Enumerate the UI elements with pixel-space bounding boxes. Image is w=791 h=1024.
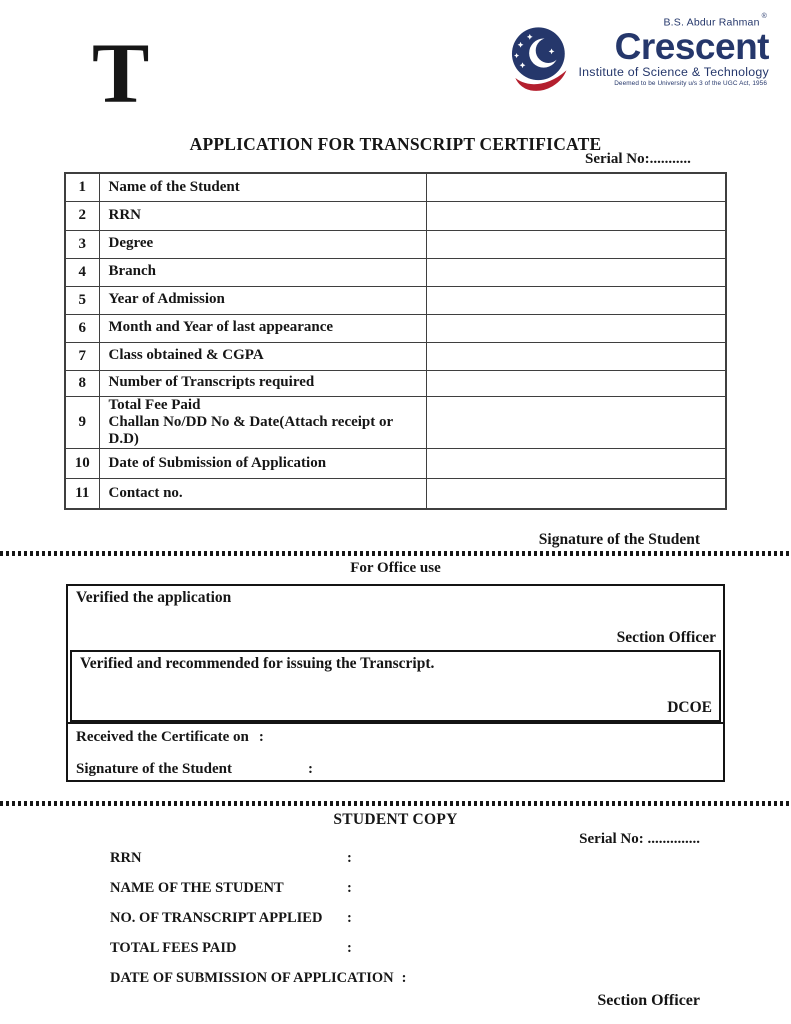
registered-mark: ® (761, 13, 767, 20)
row-number: 5 (65, 286, 99, 314)
field-colon: : (347, 910, 352, 926)
field-row (110, 880, 690, 897)
row-number: 10 (65, 449, 99, 479)
field-label: Signature of the Student (76, 761, 232, 777)
student-copy-fields (110, 850, 690, 1000)
field-label: NO. OF TRANSCRIPT APPLIED (110, 910, 323, 926)
office-section-text: Verified and recommended for issuing the Transcript. (80, 655, 435, 672)
row-value-cell (426, 230, 726, 258)
field-colon: : (347, 880, 352, 896)
field-row (110, 940, 690, 957)
row-value-cell (426, 258, 726, 286)
table-row (65, 396, 726, 449)
field-colon: : (401, 970, 407, 986)
logo-trademark: B.S. Abdur Rahman ® (663, 13, 767, 29)
table-row (65, 173, 726, 201)
table-row (65, 370, 726, 396)
table-row (65, 314, 726, 342)
field-colon: : (308, 761, 313, 777)
signature-of-student-label: Signature of the Student (538, 531, 700, 548)
student-copy-serial-label: Serial No: .............. (579, 831, 700, 847)
row-number: 3 (65, 230, 99, 258)
table-row (65, 449, 726, 479)
row-label: RRN (99, 201, 426, 230)
field-label: NAME OF THE STUDENT (110, 880, 284, 896)
office-section-received (68, 722, 723, 780)
row-number: 7 (65, 342, 99, 370)
logo-tagline: Deemed to be University u/s 3 of the UGC Act, 1956 (614, 79, 767, 87)
row-number: 6 (65, 314, 99, 342)
field-label: TOTAL FEES PAID (110, 940, 237, 956)
row-label: Contact no. (99, 479, 426, 509)
office-section-text: Verified the application (76, 589, 232, 606)
page-title: APPLICATION FOR TRANSCRIPT CERTIFICATE (189, 134, 602, 154)
field-colon: : (258, 729, 264, 745)
row-label: Total Fee Paid Challan No/DD No & Date(Attach receipt or D.D) (99, 396, 426, 449)
dotted-divider (0, 551, 791, 556)
table-row (65, 258, 726, 286)
field-label: RRN (110, 850, 142, 866)
row-label: Year of Admission (99, 286, 426, 314)
office-use-heading: For Office use (350, 560, 441, 576)
row-value-cell (426, 314, 726, 342)
application-table (64, 172, 727, 510)
row-value-cell (426, 479, 726, 509)
row-value-cell (426, 370, 726, 396)
received-certificate-line (76, 729, 715, 746)
row-label: Degree (99, 230, 426, 258)
row-value-cell (426, 286, 726, 314)
row-value-cell (426, 173, 726, 201)
row-value-cell (426, 201, 726, 230)
row-value-cell (426, 396, 726, 449)
field-label: DATE OF SUBMISSION OF APPLICATION (110, 970, 394, 986)
row-number: 1 (65, 173, 99, 201)
field-row (110, 970, 690, 987)
signature-line (76, 761, 715, 778)
table-row (65, 286, 726, 314)
office-use-box (66, 584, 725, 782)
row-label: Month and Year of last appearance (99, 314, 426, 342)
office-section-verified-application (68, 586, 723, 650)
student-copy-heading: STUDENT COPY (333, 811, 458, 828)
row-label: Date of Submission of Application (99, 449, 426, 479)
section-officer-signature: Section Officer (597, 992, 700, 1009)
field-colon: : (347, 850, 352, 866)
row-value-cell (426, 449, 726, 479)
serial-number-label: Serial No:........... (585, 151, 691, 167)
row-value-cell (426, 342, 726, 370)
dotted-divider (0, 801, 791, 806)
letter-mark: T (92, 25, 150, 121)
crescent-emblem-icon (508, 26, 574, 96)
field-colon: : (347, 940, 352, 956)
row-label: Number of Transcripts required (99, 370, 426, 396)
field-label: Received the Certificate on (76, 729, 249, 745)
table-row (65, 342, 726, 370)
row-label: Branch (99, 258, 426, 286)
crescent-logo (508, 13, 769, 96)
table-row (65, 230, 726, 258)
table-row (65, 479, 726, 509)
logo-subtitle: Institute of Science & Technology (578, 64, 769, 79)
section-officer-signoff: Section Officer (616, 629, 716, 646)
row-label: Class obtained & CGPA (99, 342, 426, 370)
row-number: 4 (65, 258, 99, 286)
row-number: 9 (65, 396, 99, 449)
logo-name: Crescent (614, 25, 769, 67)
row-number: 8 (65, 370, 99, 396)
office-section-recommended (70, 650, 721, 722)
row-label: Name of the Student (99, 173, 426, 201)
row-number: 11 (65, 479, 99, 509)
field-row (110, 850, 690, 867)
row-number: 2 (65, 201, 99, 230)
table-row (65, 201, 726, 230)
field-row (110, 910, 690, 927)
dcoe-signoff: DCOE (667, 699, 712, 716)
